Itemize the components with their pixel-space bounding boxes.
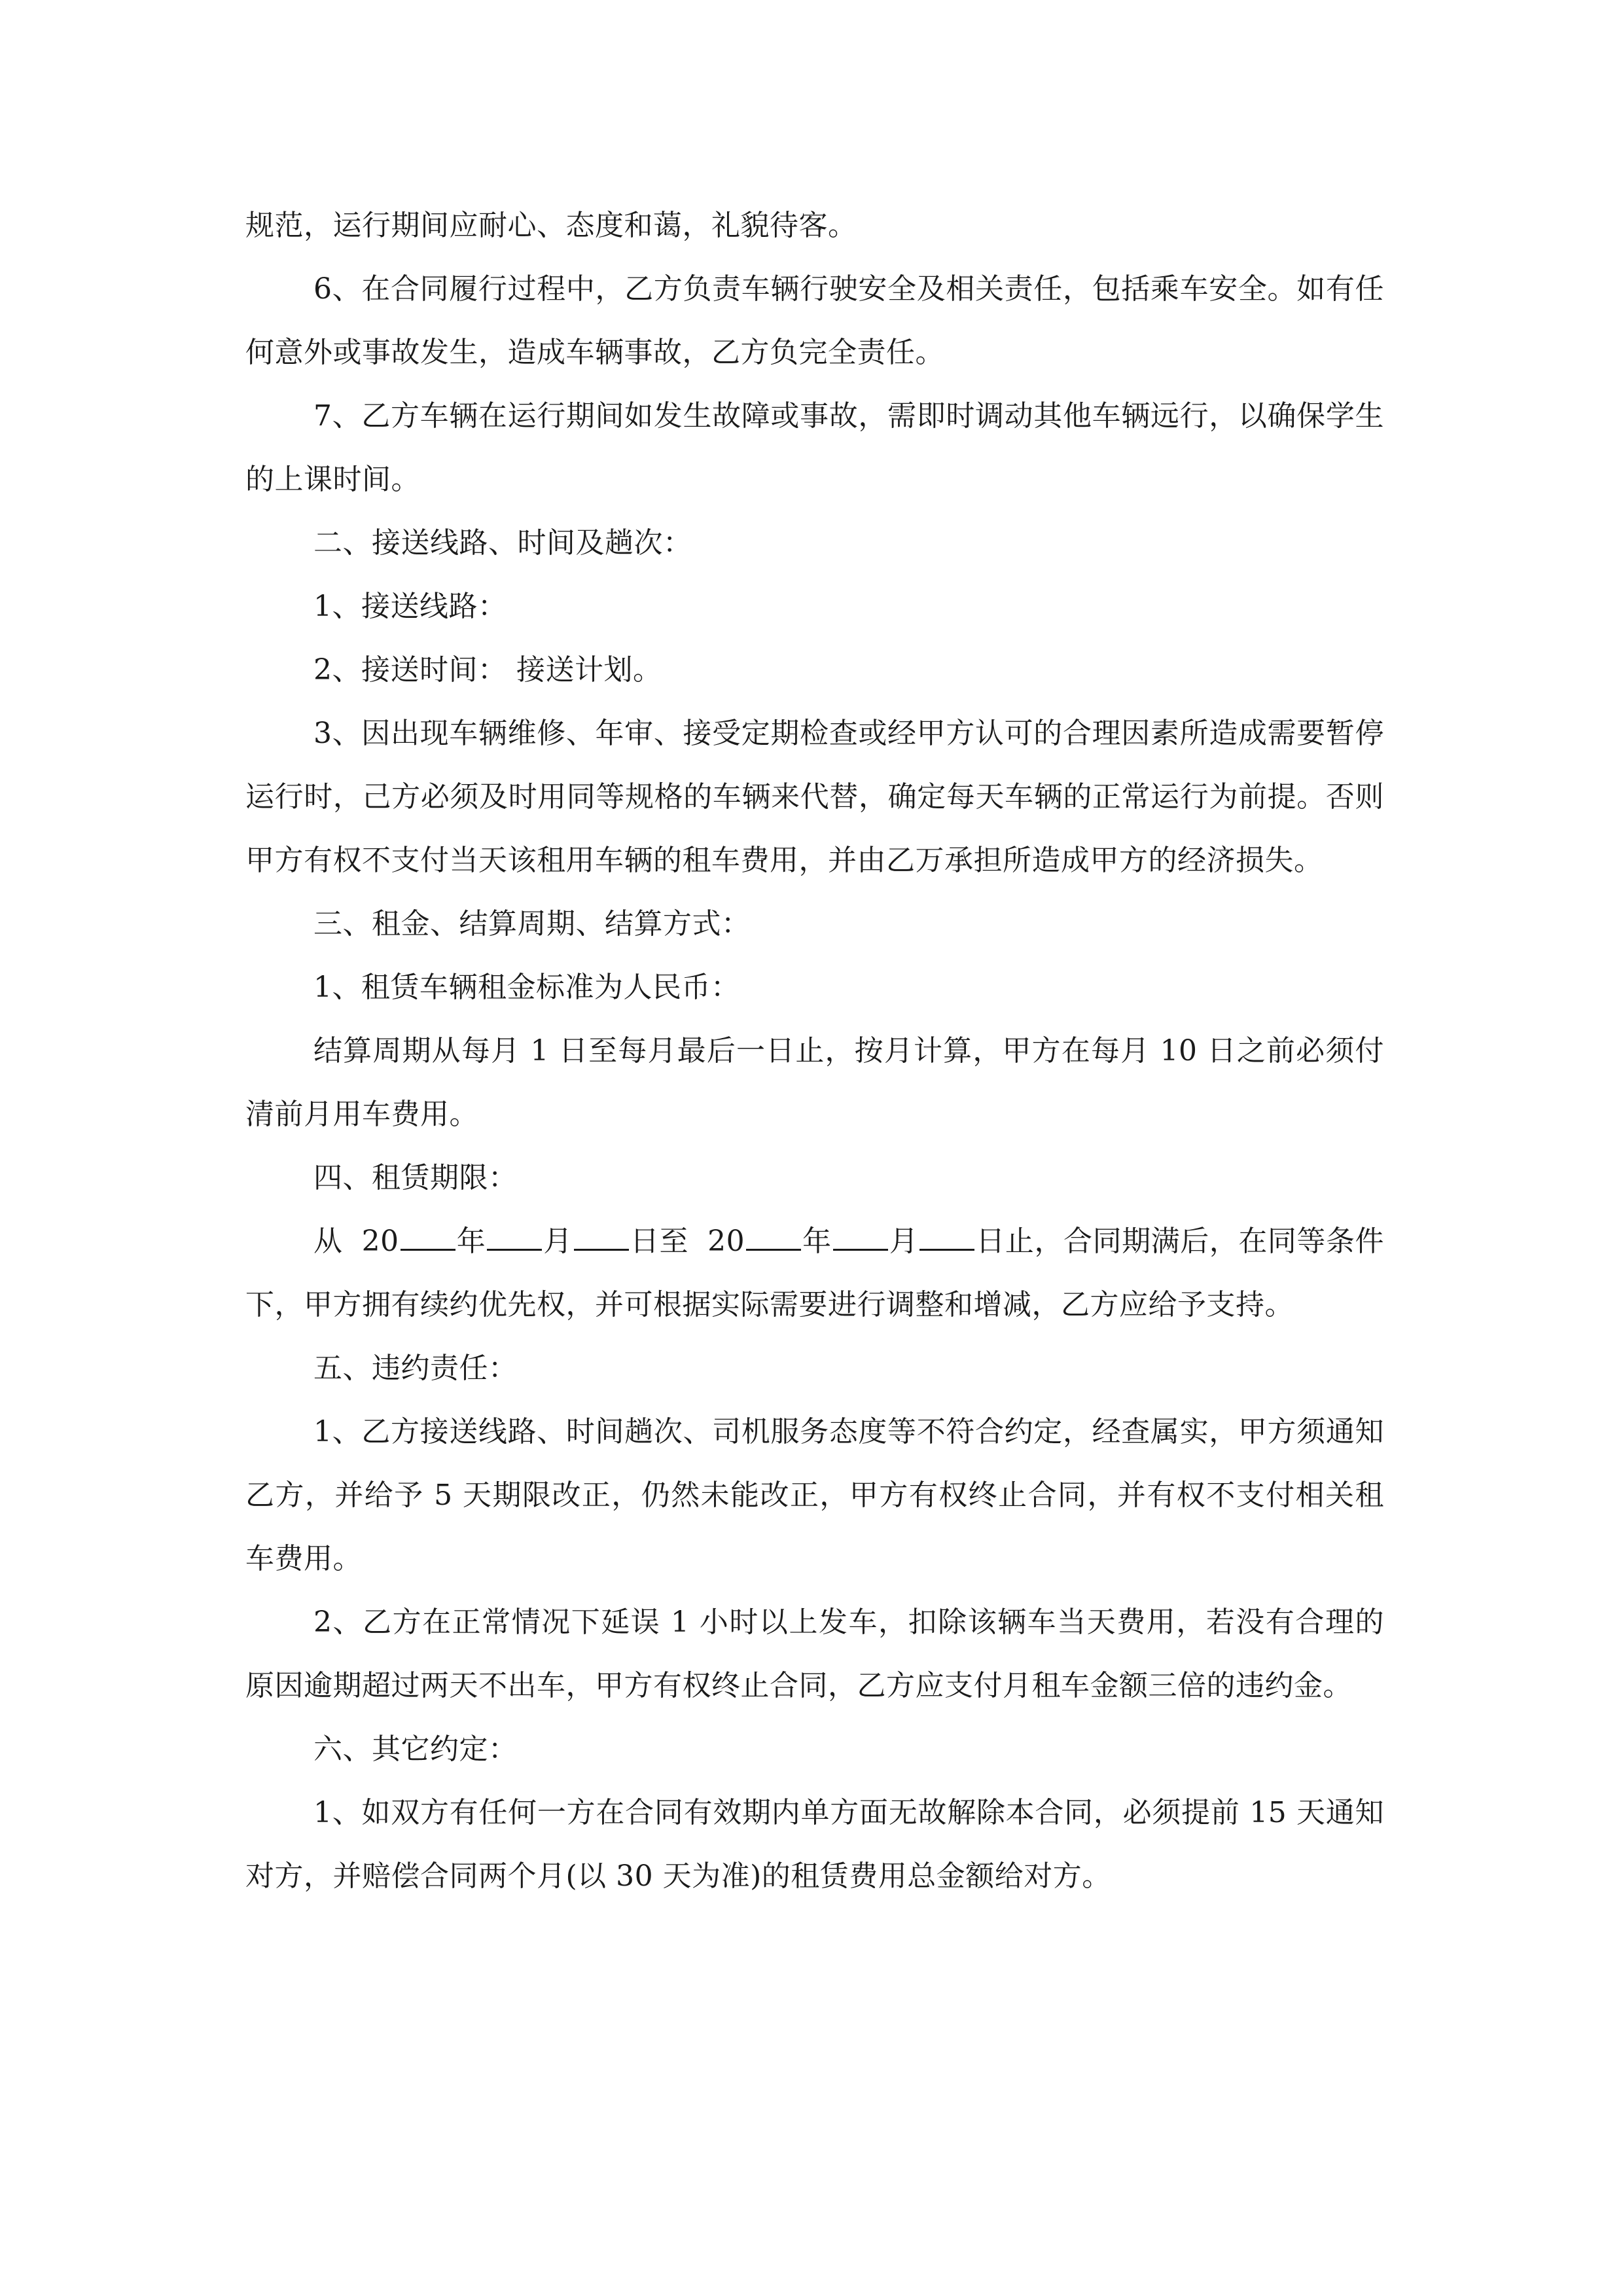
paragraph-driver-conduct-continued: 规范，运行期间应耐心、态度和蔼，礼貌待客。 xyxy=(245,209,857,242)
section-heading-other-terms: 六、其它约定： xyxy=(313,1732,518,1766)
date-day-word-1: 日至 xyxy=(630,1225,689,1258)
blank-year-2 xyxy=(746,1223,801,1251)
date-year-prefix-1: 20 xyxy=(361,1225,399,1258)
paragraph-rent-standard: 1、租赁车辆租金标准为人民币： xyxy=(313,971,740,1004)
paragraph-time: 2、接送时间： 接送计划。 xyxy=(313,653,662,687)
section-heading-route-time: 二、接送线路、时间及趟次： xyxy=(313,526,692,560)
date-month-word-1: 月 xyxy=(543,1225,573,1258)
date-from-word: 从 xyxy=(313,1225,343,1258)
paragraph-lease-dates xyxy=(245,1210,1384,1336)
paragraph-clause-7-breakdown: 7、乙方车辆在运行期间如发生故障或事故，需即时调动其他车辆远行，以确保学生的上课时间。 xyxy=(245,399,1384,496)
paragraph-route: 1、接送线路： xyxy=(313,590,507,623)
date-year-prefix-2: 20 xyxy=(707,1225,745,1258)
blank-day-2 xyxy=(919,1223,974,1251)
date-day-word-2: 日止，合同期满后，在同等条件下，甲方拥有续约优先权，并可根据实际需要进行调整和增减，乙方应给予支持。 xyxy=(245,1225,1385,1321)
blank-month-1 xyxy=(487,1223,542,1251)
blank-year-1 xyxy=(401,1223,455,1251)
section-heading-rent-settlement: 三、租金、结算周期、结算方式： xyxy=(313,907,751,941)
paragraph-breach-clause-1: 1、乙方接送线路、时间趟次、司机服务态度等不符合约定，经查属实，甲方须通知乙方，并给予 5 天期限改正，仍然未能改正，甲方有权终止合同，并有权不支付相关租车费用。 xyxy=(245,1415,1384,1575)
date-year-word-2: 年 xyxy=(802,1225,832,1258)
paragraph-breach-clause-2: 2、乙方在正常情况下延误 1 小时以上发车，扣除该辆车当天费用，若没有合理的原因逾期超过两天不出车，甲方有权终止合同，乙方应支付月租车金额三倍的违约金。 xyxy=(245,1605,1384,1702)
section-heading-breach: 五、违约责任： xyxy=(313,1352,518,1385)
section-heading-lease-term: 四、租赁期限： xyxy=(313,1161,518,1194)
blank-month-2 xyxy=(833,1223,888,1251)
paragraph-clause-6-safety: 6、在合同履行过程中，乙方负责车辆行驶安全及相关责任，包括乘车安全。如有任何意外或事故发生，造成车辆事故，乙方负完全责任。 xyxy=(245,272,1384,369)
date-year-word-1: 年 xyxy=(456,1225,486,1258)
date-month-word-2: 月 xyxy=(889,1225,919,1258)
paragraph-termination-notice: 1、如双方有任何一方在合同有效期内单方面无故解除本合同，必须提前 15 天通知对方，并赔偿合同两个月(以 30 天为准)的租赁费用总金额给对方。 xyxy=(245,1796,1384,1893)
paragraph-clause-3-replacement: 3、因出现车辆维修、年审、接受定期检查或经甲方认可的合理因素所造成需要暂停运行时，己方必须及时用同等规格的车辆来代替，确定每天车辆的正常运行为前提。否则甲方有权不支付当天该租用车辆的租车费用，并由乙万承担所造成甲方的经济损失。 xyxy=(245,717,1384,877)
blank-day-1 xyxy=(574,1223,629,1251)
document-body xyxy=(245,194,1384,1908)
paragraph-settlement-period: 结算周期从每月 1 日至每月最后一日止，按月计算，甲方在每月 10 日之前必须付清前月用车费用。 xyxy=(245,1034,1384,1131)
